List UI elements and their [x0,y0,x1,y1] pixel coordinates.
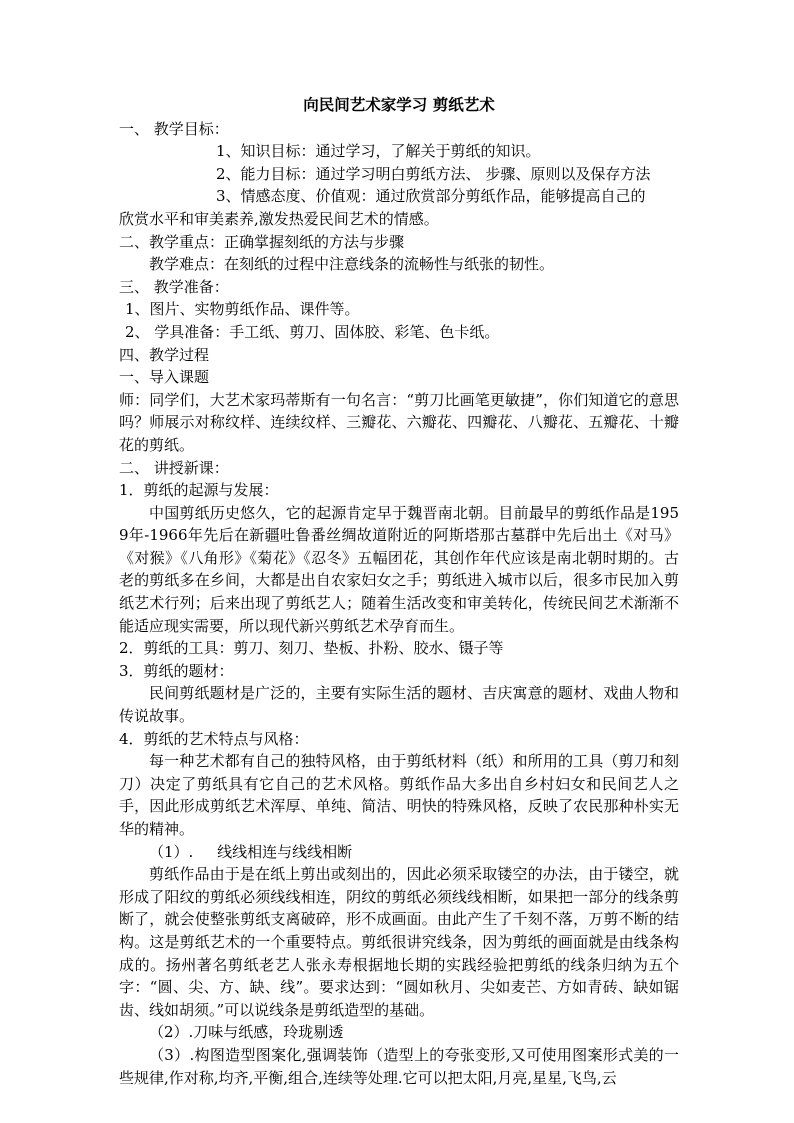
subheading-new-lesson: 二、 讲授新课： [119,458,229,477]
origin-paragraph: 中国剪纸历史悠久，它的起源肯定早于魏晋南北朝。目前最早的剪纸作品是1959年-1966年先后在新疆吐鲁番丝绸故道附近的阿斯塔那古墓群中先后出土《对马》《对猴》《八角形》《菊花》《忍冬》五幅团花，其创作年代应该是南北朝时期的。古老的剪纸多在乡间，大都是出自农家妇女之手；剪纸进入城市以后，很多市民加入剪纸艺术行列；后来出现了剪纸艺人；随着生活改变和审美转化，传统民间艺术渐渐不能适应现实需要，所以现代新兴剪纸艺术孕育而生。 [119,503,679,635]
objective-knowledge: 1、知识目标：通过学习，了解关于剪纸的知识。 [216,142,541,161]
heading-subjects: 3．剪纸的题材： [119,661,234,680]
document-page [119,94,679,1089]
feature-3-paragraph: （3）.构图造型图案化,强调装饰（造型上的夸张变形,又可使用图案形式美的一些规律,作对称,均齐,平衡,组合,连续等处理.它可以把太阳,月亮,星星,飞鸟,云 [119,1045,679,1087]
feature-2-line: （2）.刀味与纸感，玲珑剔透 [149,1023,344,1042]
feature-1-heading: （1）. 线线相连与线线相断 [149,842,353,861]
objective-attitude-cont: 欣赏水平和审美素养,激发热爱民间艺术的情感。 [119,209,439,228]
section-heading-objectives: 一、 教学目标： [119,119,229,138]
preparation-item-1: 1、图片、实物剪纸作品、课件等。 [125,300,360,319]
section-heading-key-points: 二、教学重点：正确掌握刻纸的方法与步骤 [119,232,405,251]
heading-art-features: 4．剪纸的艺术特点与风格： [119,729,309,748]
tools-line: 2．剪纸的工具：剪刀、刻刀、垫板、扑粉、胶水、镊子等 [119,639,504,658]
section-heading-preparation: 三、 教学准备： [119,277,229,296]
objective-attitude: 3、情感态度、价值观：通过欣赏部分剪纸作品，能够提高自己的 [216,187,646,206]
document-title: 向民间艺术家学习 剪纸艺术 [303,95,495,114]
heading-origin: 1．剪纸的起源与发展： [119,481,279,500]
teaching-difficulty: 教学难点：在刻纸的过程中注意线条的流畅性与纸张的韧性。 [149,255,555,274]
preparation-item-2: 2、 学具准备：手工纸、剪刀、固体胶、彩笔、色卡纸。 [125,322,500,341]
subjects-paragraph: 民间剪纸题材是广泛的，主要有实际生活的题材、吉庆寓意的题材、戏曲人物和传说故事。 [119,684,679,726]
section-heading-process: 四、教学过程 [119,345,210,364]
subheading-intro: 一、导入课题 [119,368,210,387]
objective-ability: 2、能力目标：通过学习明白剪纸方法、 步骤、原则以及保存方法 [216,164,651,183]
art-features-paragraph: 每一种艺术都有自己的独特风格，由于剪纸材料（纸）和所用的工具（剪刀和刻刀）决定了剪纸具有它自己的艺术风格。剪纸作品大多出自乡村妇女和民间艺人之手，因此形成剪纸艺术浑厚、单纯、简洁、明快的特殊风格，反映了农民那种朴实无华的精神。 [119,752,679,838]
intro-paragraph: 师：同学们，大艺术家玛蒂斯有一句名言：“剪刀比画笔更敏捷”，你们知道它的意思吗？师展示对称纹样、连续纹样、三瓣花、六瓣花、四瓣花、八瓣花、五瓣花、十瓣花的剪纸。 [119,390,679,454]
feature-1-paragraph: 剪纸作品由于是在纸上剪出或刻出的，因此必须采取镂空的办法，由于镂空，就形成了阳纹的剪纸必须线线相连，阴纹的剪纸必须线线相断，如果把一部分的线条剪断了，就会使整张剪纸支离破碎，形不成画面。由此产生了千刻不落，万剪不断的结构。这是剪纸艺术的一个重要特点。剪纸很讲究线条，因为剪纸的画面就是由线条构成的。扬州著名剪纸老艺人张永寿根据地长期的实践经验把剪纸的线条归纳为五个字：“圆、尖、方、缺、线”。要求达到：“圆如秋月、尖如麦芒、方如青砖、缺如锯齿、线如胡须。”可以说线条是剪纸造型的基础。 [119,865,679,1019]
